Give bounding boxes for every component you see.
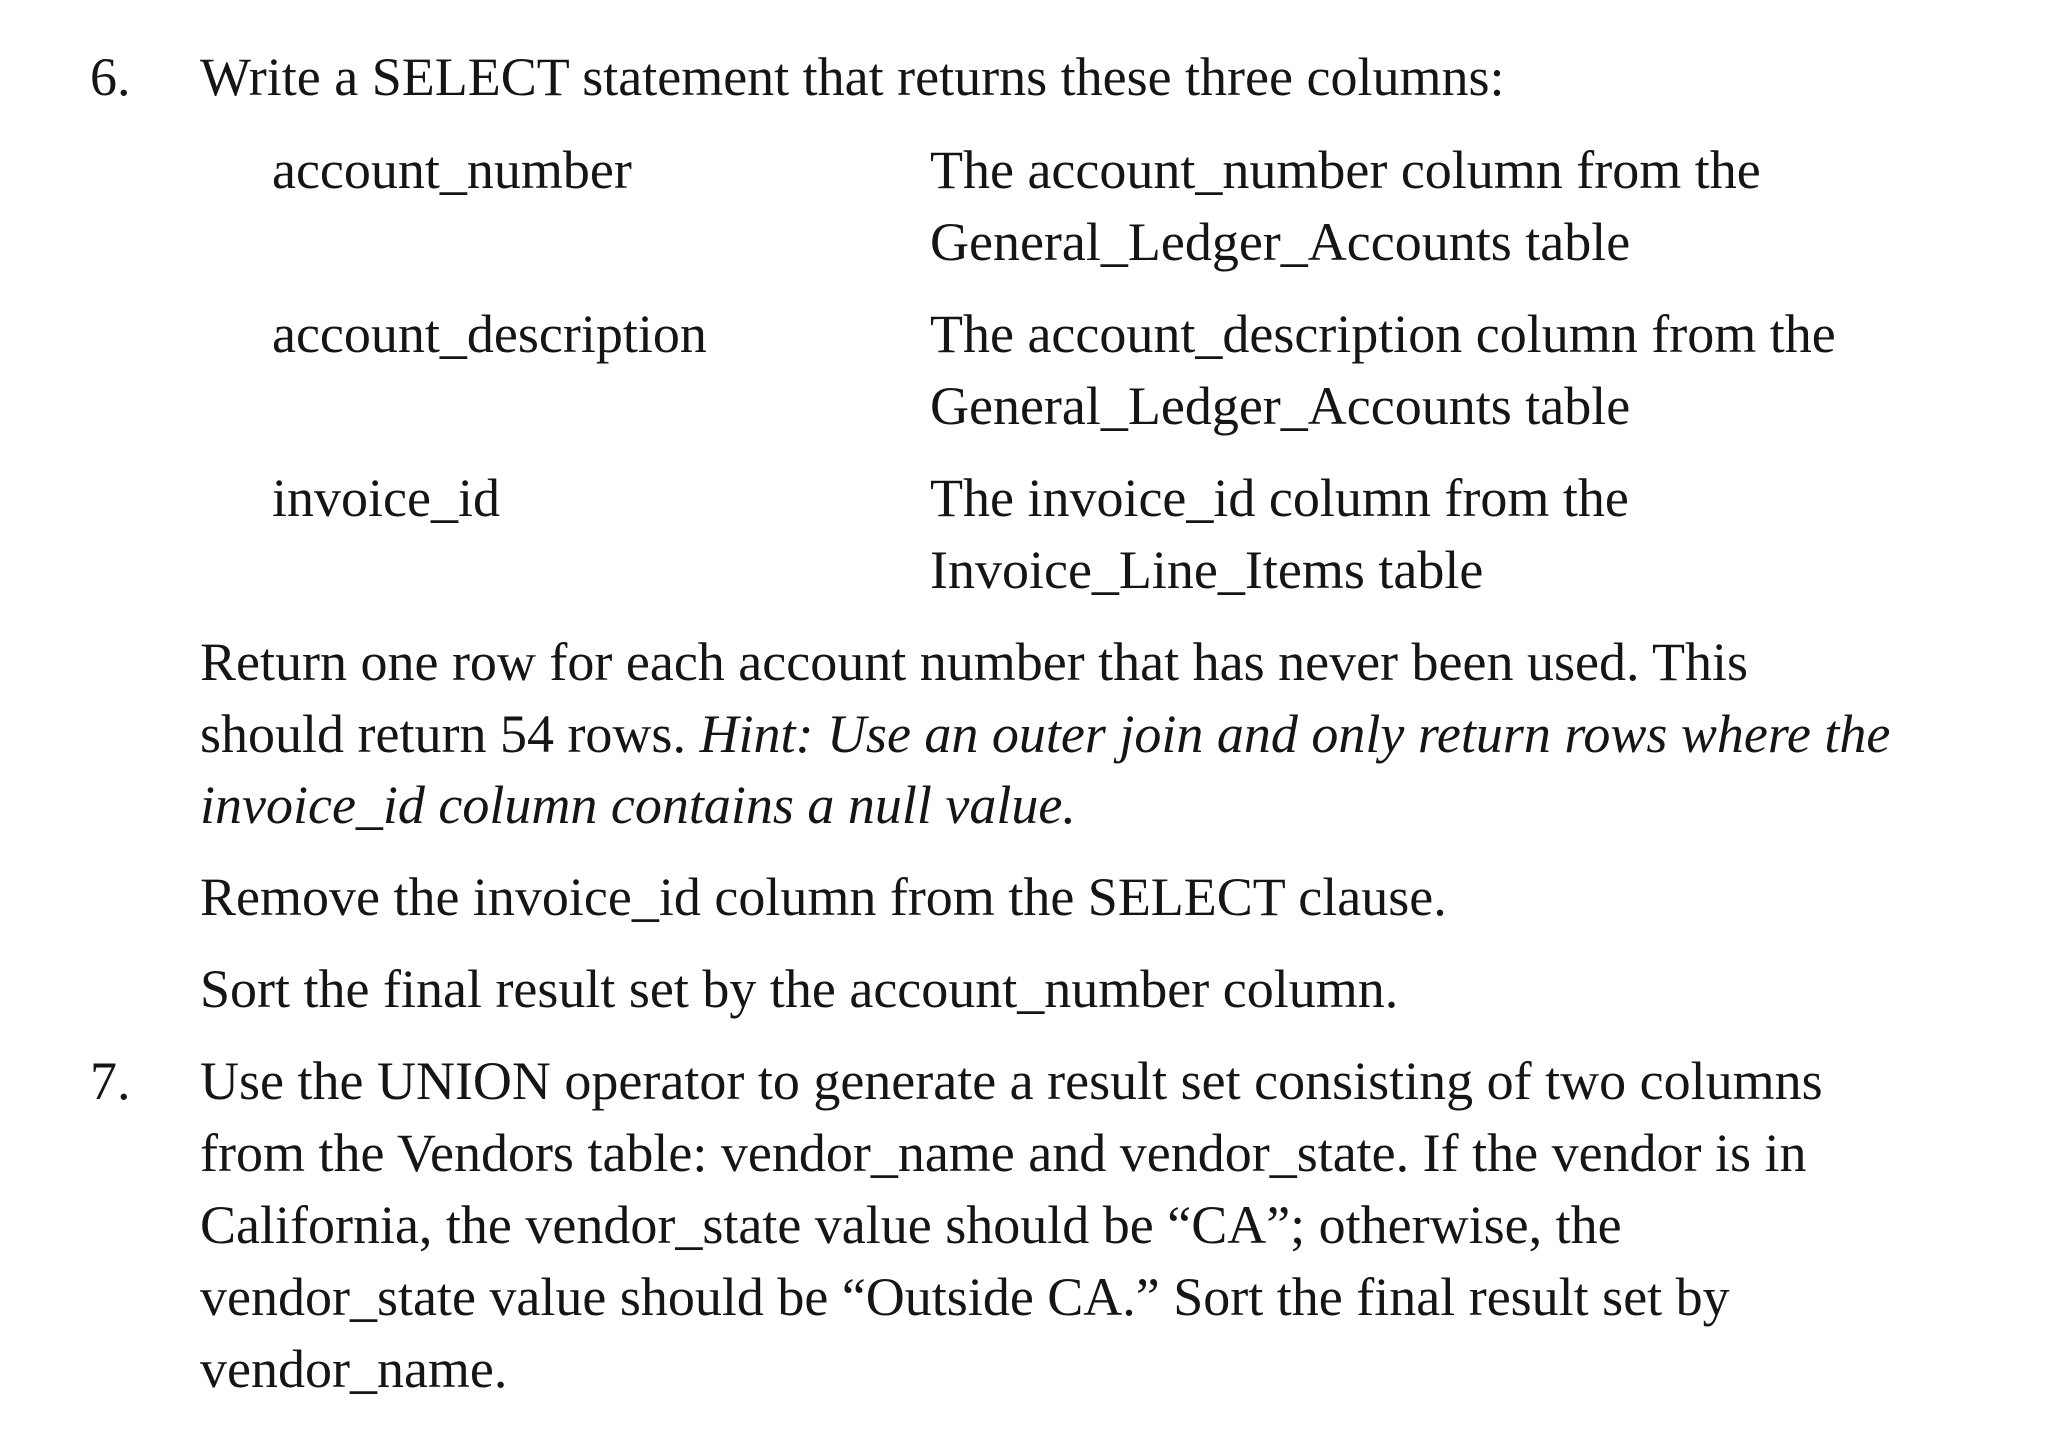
- column-name-account-number: account_number: [272, 140, 632, 200]
- question-7-number: 7.: [90, 1051, 131, 1111]
- question-6-hint-line2: invoice_id column contains a null value.: [200, 775, 1076, 835]
- question-7-line1: Use the UNION operator to generate a result set consisting of two columns: [200, 1051, 1823, 1111]
- question-6-para2: Remove the invoice_id column from the SELECT clause.: [200, 867, 1447, 927]
- question-6-intro: Write a SELECT statement that returns these three columns:: [200, 47, 1505, 107]
- question-6-hint: Hint: Use an outer join and only return rows where the: [699, 704, 1891, 764]
- column-desc-invoice-id-line1: The invoice_id column from the: [930, 468, 1629, 528]
- column-desc-account-number-line2: General_Ledger_Accounts table: [930, 212, 1631, 272]
- question-7-line5: vendor_name.: [200, 1339, 508, 1399]
- column-desc-account-description-line1: The account_description column from the: [930, 304, 1836, 364]
- column-desc-account-description-line2: General_Ledger_Accounts table: [930, 376, 1631, 436]
- question-6-para3: Sort the final result set by the account_number column.: [200, 959, 1399, 1019]
- question-6-para1-regular: should return 54 rows.: [200, 704, 700, 764]
- question-7-line4: vendor_state value should be “Outside CA.” Sort the final result set by: [200, 1267, 1730, 1327]
- question-6-para1-line1: Return one row for each account number that has never been used. This: [200, 632, 1748, 692]
- column-desc-invoice-id-line2: Invoice_Line_Items table: [930, 540, 1484, 600]
- question-6-para1-line2: [200, 704, 1891, 764]
- column-name-invoice-id: invoice_id: [272, 468, 500, 528]
- question-7-line2: from the Vendors table: vendor_name and vendor_state. If the vendor is in: [200, 1123, 1807, 1183]
- column-name-account-description: account_description: [272, 304, 707, 364]
- column-desc-account-number-line1: The account_number column from the: [930, 140, 1761, 200]
- question-7-line3: California, the vendor_state value should be “CA”; otherwise, the: [200, 1195, 1622, 1255]
- question-6-number: 6.: [90, 47, 131, 107]
